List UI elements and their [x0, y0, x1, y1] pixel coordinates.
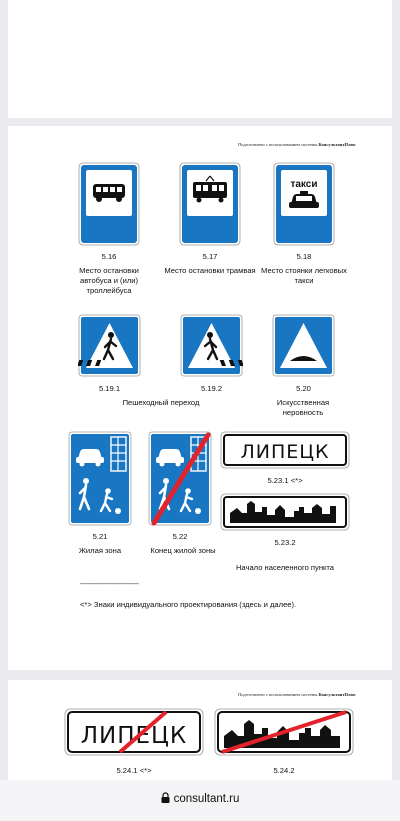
sign-caption: Место остановки трамвая — [164, 266, 256, 275]
sign-caption: Жилая зона — [78, 546, 122, 555]
sign-number: 5.18 — [296, 252, 312, 261]
url-display[interactable] — [0, 792, 400, 805]
settlement-end-sign — [214, 708, 354, 756]
page-header — [238, 142, 356, 147]
sign-number: 5.21 — [92, 532, 108, 541]
sign-number: 5.23.2 — [274, 538, 296, 547]
document-page-previous — [8, 0, 392, 118]
sign-number: 5.17 — [202, 252, 218, 261]
page-header-brand: КонсультантПлюс — [318, 692, 356, 697]
end-residential-zone-sign — [148, 431, 212, 526]
tram-stop-sign — [179, 162, 241, 246]
sign-caption: Искусственная неровность — [276, 398, 330, 417]
taxi-sign-text: такси — [290, 179, 318, 190]
sign-number: 5.16 — [101, 252, 117, 261]
sign-number: 5.19.1 — [98, 384, 121, 393]
city-name-text: ЛИПЕЦК — [240, 441, 330, 463]
lock-icon — [161, 792, 170, 803]
pedestrian-crossing-caption: Пешеходный переход — [122, 398, 200, 407]
sign-number: 5.19.2 — [200, 384, 223, 393]
sign-number: 5.23.1 <*> — [267, 476, 303, 485]
browser-address-bar[interactable] — [0, 780, 400, 821]
document-page — [8, 126, 392, 670]
sign-number: 5.24.1 <*> — [116, 766, 152, 775]
page-header-brand: КонсультантПлюс — [318, 142, 356, 147]
city-name-text: ЛИПЕЦК — [80, 723, 188, 749]
sign-caption: Место стоянки легковых такси — [261, 266, 347, 285]
url-text: consultant.ru — [173, 793, 240, 805]
sign-number: 5.24.2 — [273, 766, 295, 775]
settlement-start-sign — [220, 493, 350, 531]
sign-caption: Место остановки автобуса и (или) троллейбуса — [79, 266, 139, 295]
pedestrian-crossing-sign-left — [180, 314, 243, 377]
sign-number: 5.20 — [296, 384, 311, 393]
speed-bump-sign — [272, 314, 335, 377]
page-header — [238, 692, 356, 697]
sign-caption: Начало населенного пункта — [235, 563, 335, 572]
pedestrian-crossing-sign-right — [78, 314, 141, 377]
footnote-divider: -------------------------------- — [80, 581, 139, 588]
document-page-next — [8, 680, 392, 780]
page-header-prefix: Подготовлено с использованием системы — [238, 692, 318, 697]
sign-caption: Конец жилой зоны — [150, 546, 216, 555]
city-name-sign — [220, 431, 350, 469]
footnote-text: <*> Знаки индивидуального проектирования (здесь и далее). — [80, 600, 297, 609]
sign-number: 5.22 — [172, 532, 188, 541]
city-name-end-sign — [64, 708, 204, 756]
residential-zone-sign — [68, 431, 132, 526]
page-header-prefix: Подготовлено с использованием системы — [238, 142, 318, 147]
taxi-stand-sign — [273, 162, 335, 246]
bus-stop-sign — [78, 162, 140, 246]
